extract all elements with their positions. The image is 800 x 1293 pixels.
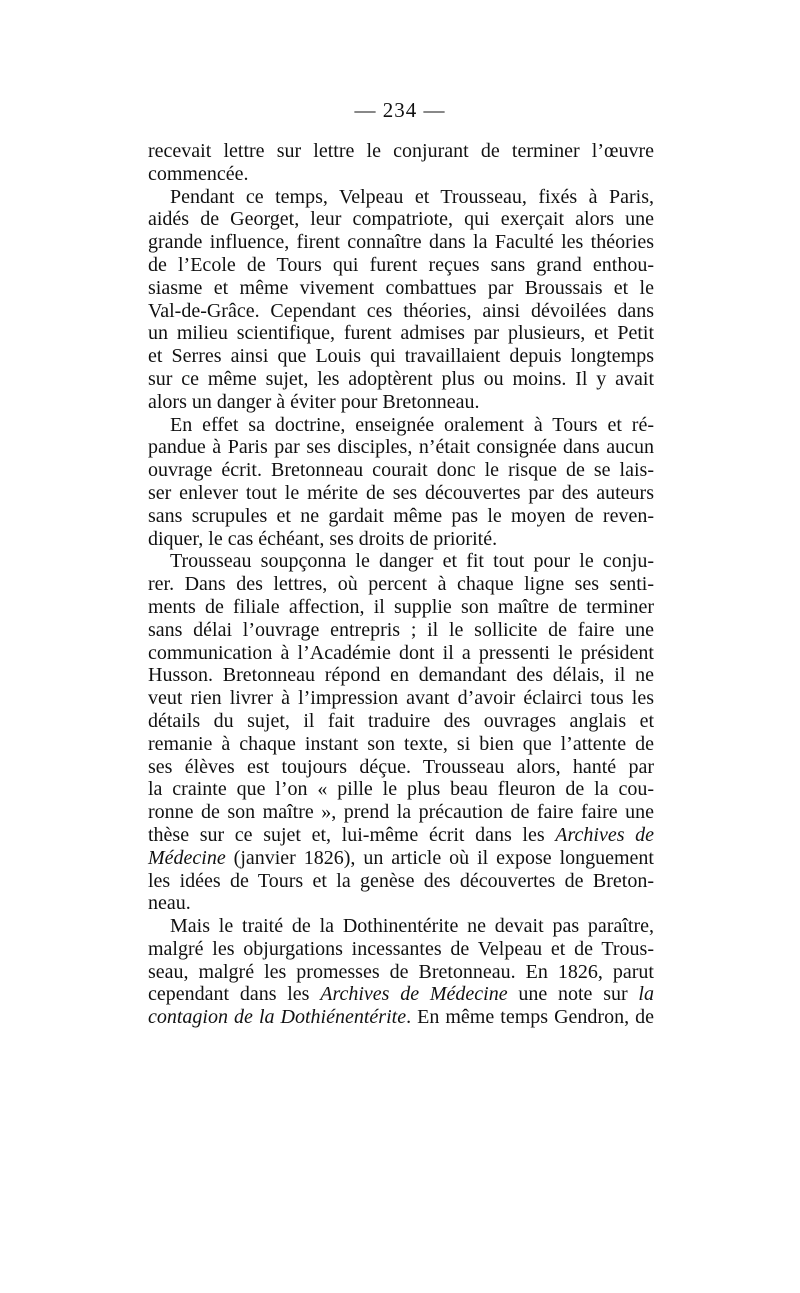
line-text: aidés de Georget, leur compatriote, qui exerçait alors une — [148, 208, 654, 231]
text-line — [148, 619, 654, 642]
paragraph-4 — [148, 915, 654, 1029]
text-line — [148, 163, 654, 186]
line-text: veut rien livrer à l’impression avant d’avoir éclairci tous les — [148, 687, 654, 710]
line-text: alors un danger à éviter pour Bretonneau. — [148, 390, 480, 413]
line-text: Mais le traité de la Dothinentérite ne devait pas paraître, — [170, 915, 654, 938]
line-text: malgré les objurgations incessantes de Velpeau et de Trous- — [148, 937, 654, 960]
text-line — [148, 642, 654, 665]
text-line — [148, 550, 654, 573]
text-line — [148, 892, 654, 915]
text-line — [148, 824, 654, 847]
line-text: neau. — [148, 892, 191, 915]
text-line — [148, 733, 654, 756]
page-number: — 234 — — [354, 98, 446, 122]
line-text: siasme et même vivement combattues par Broussais et le — [148, 276, 654, 299]
text-line — [148, 1006, 654, 1029]
text-line — [148, 596, 654, 619]
text-line — [148, 459, 654, 482]
text-line — [148, 938, 654, 961]
text-line — [148, 277, 654, 300]
paragraph-1 — [148, 186, 654, 414]
line-text: thèse sur ce sujet et, lui-même écrit dans les — [148, 823, 556, 846]
text-line — [148, 573, 654, 596]
line-text: (janvier 1826), un article où il expose longuement — [225, 846, 654, 869]
line-text: recevait lettre sur lettre le conjurant de terminer l’œuvre — [148, 140, 654, 162]
line-text: sur ce même sujet, les adoptèrent plus ou moins. Il y avait — [148, 367, 654, 390]
italic-text: Archives de — [555, 823, 655, 846]
body-text — [148, 140, 654, 1029]
text-line — [148, 710, 654, 733]
line-text: Val-de-Grâce. Cependant ces théories, ainsi dévoilées dans — [148, 299, 654, 322]
line-text: ronne de son maître », prend la précaution de faire faire une — [148, 801, 654, 824]
text-line — [148, 322, 654, 345]
line-text: cependant dans les — [148, 983, 321, 1006]
italic-text: contagion de la Dothiénentérite — [148, 1006, 407, 1029]
line-text: grande influence, firent connaître dans la Faculté les théories — [148, 231, 654, 254]
text-line — [148, 414, 654, 437]
line-text: rer. Dans des lettres, où percent à chaque ligne ses senti- — [148, 573, 654, 596]
text-line — [148, 231, 654, 254]
line-text: ser enlever tout le mérite de ses découvertes par des auteurs — [148, 481, 654, 504]
paragraph-2 — [148, 414, 654, 551]
line-text: seau, malgré les promesses de Bretonneau. En 1826, parut — [148, 960, 654, 983]
line-text: Pendant ce temps, Velpeau et Trousseau, fixés à Paris, — [170, 185, 654, 208]
text-line — [148, 528, 654, 551]
line-text: la crainte que l’on « pille le plus beau fleuron de la cou- — [148, 778, 654, 801]
text-line — [148, 756, 654, 779]
line-text: pandue à Paris par ses disciples, n’était consignée dans aucun — [148, 436, 654, 459]
line-text: Husson. Bretonneau répond en demandant des délais, il ne — [148, 664, 654, 687]
line-text: communication à l’Académie dont il a pressenti le président — [148, 641, 654, 664]
line-text: une note sur — [507, 983, 639, 1006]
line-text: ouvrage écrit. Bretonneau courait donc le risque de se lais- — [148, 459, 654, 482]
text-line — [148, 368, 654, 391]
paragraph-0 — [148, 140, 654, 186]
text-line — [148, 391, 654, 414]
text-line — [148, 687, 654, 710]
line-text: . En même temps Gendron, de — [406, 1006, 654, 1029]
italic-text: Médecine — [148, 846, 226, 869]
line-text: sans délai l’ouvrage entrepris ; il le sollicite de faire une — [148, 618, 654, 641]
line-text: sans scrupules et ne gardait même pas le moyen de reven- — [148, 504, 654, 527]
text-line — [148, 254, 654, 277]
text-line — [148, 208, 654, 231]
text-line — [148, 186, 654, 209]
italic-text: la — [638, 983, 654, 1006]
line-text: un milieu scientifique, furent admises par plusieurs, et Petit — [148, 322, 654, 345]
line-text: commencée. — [148, 162, 249, 185]
line-text: de l’Ecole de Tours qui furent reçues sans grand enthou- — [148, 253, 654, 276]
paragraph-3 — [148, 550, 654, 915]
line-text: ses élèves est toujours déçue. Trousseau alors, hanté par — [148, 755, 654, 778]
line-text: remanie à chaque instant son texte, si bien que l’attente de — [148, 732, 654, 755]
text-line — [148, 983, 654, 1006]
line-text: les idées de Tours et la genèse des découvertes de Breton- — [148, 869, 654, 892]
line-text: ments de filiale affection, il supplie son maître de terminer — [148, 595, 654, 618]
text-line — [148, 961, 654, 984]
line-text: En effet sa doctrine, enseignée oralement à Tours et ré- — [170, 413, 654, 436]
line-text: et Serres ainsi que Louis qui travaillaient depuis longtemps — [148, 345, 654, 368]
text-line — [148, 778, 654, 801]
line-text: diquer, le cas échéant, ses droits de priorité. — [148, 527, 498, 550]
italic-text: Archives de Médecine — [320, 983, 508, 1006]
text-line — [148, 345, 654, 368]
text-line — [148, 915, 654, 938]
text-line — [148, 140, 654, 163]
text-line — [148, 801, 654, 824]
text-line — [148, 436, 654, 459]
line-text: détails du sujet, il fait traduire des ouvrages anglais et — [148, 709, 654, 732]
text-line — [148, 664, 654, 687]
line-text: Trousseau soupçonna le danger et fit tout pour le conju- — [170, 550, 654, 573]
text-line — [148, 482, 654, 505]
text-line — [148, 300, 654, 323]
text-line — [148, 870, 654, 893]
text-line — [148, 505, 654, 528]
text-line — [148, 847, 654, 870]
